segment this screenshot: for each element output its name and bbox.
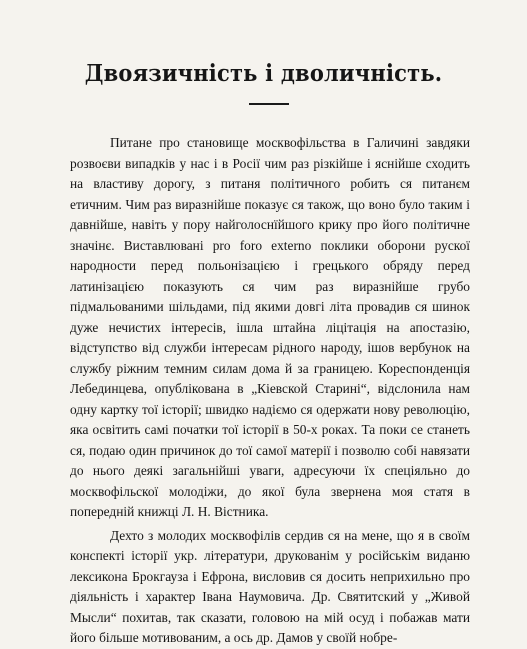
paragraph-2: Дехто з молодих москвофілів сердив ся на мене, що я в своїм конспекті історії укр. літератури, друкованім у російськім виданю лексикона Брокгауза і Ефрона, висловив ся досить неприхильно про діяльність і характер Івана Наумовича. Др. Святитский у „Живой Мысли“ похитав, так сказати, головою на мій осуд і побажав мати його більше мотивованим, а ось др. Дамов у своїй нобре- [70, 527, 470, 645]
article-title: Двоязичність і дволичність. [84, 58, 443, 87]
article-body [70, 133, 470, 649]
title-underline-divider [249, 103, 289, 105]
paragraph-1: Питане про становище москвофільства в Галичині завдяки розвоєви випадків у нас і в Росії чим раз різкійше і яснійше сходить на властиву дорогу, з питаня політичного робить ся питанєм етичним. Чим раз виразнійше показує ся також, що воно було таким і давнійше, навіть у пору найголоснїйшого крику про його політичне значінє. Виставлювані pro foro externo поклики оборони рускої народности перед польонізацією і грецького обряду перед латинізацією показують ся чим раз виразнійше грубо підмальованими шільдами, під якими довгі літа провадив ся шинок дуже нечистих інтересів, ішла штайна ліцітація на апостазію, відступство від служби інтересам рідного народу, ішов вербунок на службу ріжним темним силам дома й за границею. Кореспонденція Лебединцева, опублікована в „Кіевской Старині“, відслонила нам одну картку тої історії; швидко надіємо ся одержати нову революцію, яка освітить самі початки тої історії в 50-х роках. Та поки се станеть ся, подаю один причинок до тої самої матерії і позволю собі навязати до нього деякі загальнійші уваги, адресуючи їх спеціяльно до москвофільскої молодіжи, до якої була звернена моя статя в попередній книжці Л. Н. Вістника. [70, 135, 470, 519]
